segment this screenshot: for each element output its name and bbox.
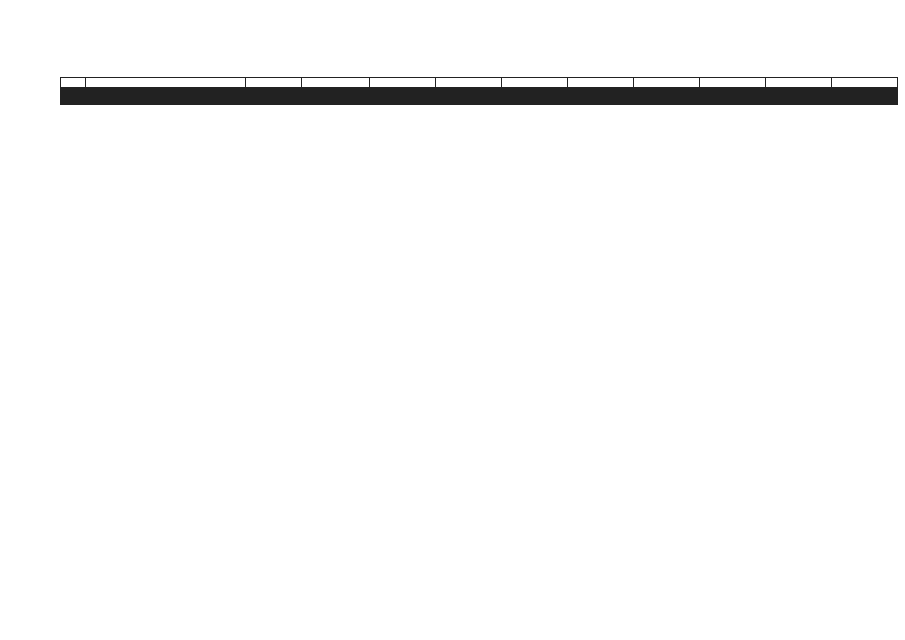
column-number [568, 78, 634, 88]
amount-cell [370, 104, 436, 105]
budget-table [60, 77, 898, 105]
column-number [700, 78, 766, 88]
column-number [634, 78, 700, 88]
row-code [246, 104, 302, 105]
amount-cell [634, 104, 700, 105]
row-number [61, 104, 86, 105]
column-number [766, 78, 832, 88]
table-row [61, 104, 898, 105]
column-number [832, 78, 898, 88]
amount-cell [766, 104, 832, 105]
amount-cell [302, 104, 370, 105]
column-number [246, 78, 302, 88]
column-number [61, 78, 86, 88]
column-number [302, 78, 370, 88]
amount-cell [568, 104, 634, 105]
row-name [86, 104, 246, 105]
amount-cell [436, 104, 502, 105]
amount-cell [700, 104, 766, 105]
amount-cell [502, 104, 568, 105]
budget-table-container [60, 77, 867, 105]
column-number-row [61, 78, 898, 88]
column-number [502, 78, 568, 88]
target-ref [832, 104, 898, 105]
column-number [436, 78, 502, 88]
column-number [370, 78, 436, 88]
column-number [86, 78, 246, 88]
